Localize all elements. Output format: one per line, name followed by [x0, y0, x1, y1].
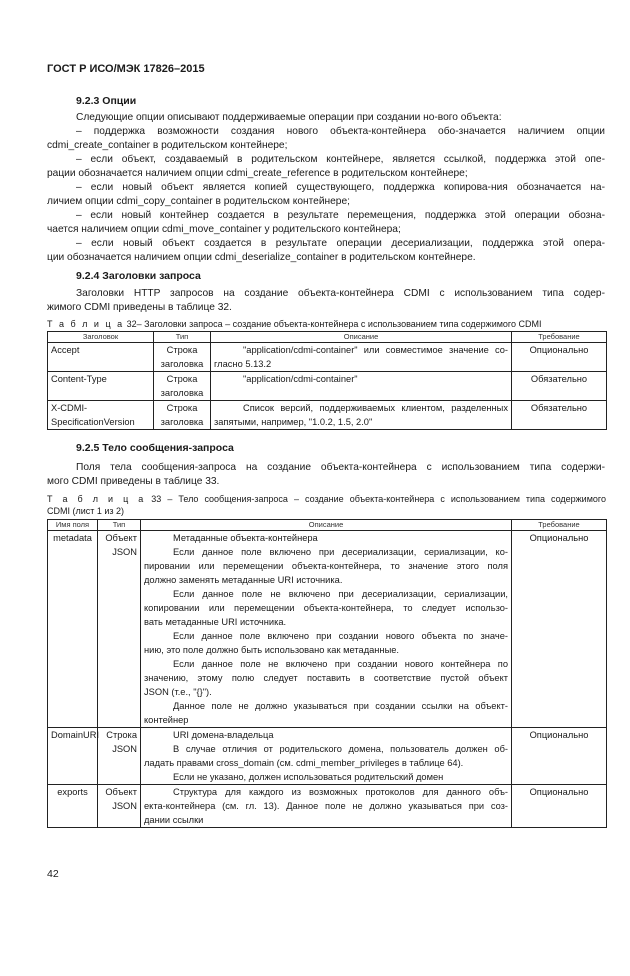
text-line: пировании или перемещении объекта-контейнера, то значение этого поля	[144, 561, 508, 571]
section-heading-options: 9.2.3 Опции	[76, 95, 137, 107]
text-line: JSON	[112, 744, 137, 754]
text-line: екта-контейнера (см. гл. 13). Данное поле не должно указываться при соз-	[144, 801, 508, 811]
table-row	[48, 531, 607, 728]
description-cell	[141, 785, 512, 828]
text-line: – поддержка возможности создания нового объекта-контейнера обо-значается наличием опции	[76, 126, 605, 137]
text-line: ции обозначается наличием опции cdmi_deserialize_container в родительском контейнере.	[47, 252, 476, 263]
text-line: Данное поле не должно указываться при создании ссылки на объект-	[173, 701, 508, 711]
document-header: ГОСТ Р ИСО/МЭК 17826–2015	[47, 63, 205, 75]
text-line: Если данное поле не включено при создании нового контейнера по	[173, 659, 508, 669]
text-line: "application/cdmi-container" или совместимое значение со-	[243, 345, 508, 355]
description-paragraph	[144, 728, 508, 742]
text-line: заголовка	[160, 417, 204, 427]
text-line: рации обозначается наличием опции cdmi_create_reference в родительском контейнере;	[47, 168, 468, 179]
text-line: копировании или перемещении объекта-контейнера, то следует использо-	[144, 603, 508, 613]
description-cell	[141, 531, 512, 728]
text-line: Список версий, поддерживаемых клиентом, разделенных	[243, 403, 508, 413]
text-line: JSON	[112, 547, 137, 557]
text-line: – если новый объект является копией существующего, поддержка копирова-ния обозначается на-	[76, 182, 605, 193]
table-header-row	[48, 332, 607, 343]
text-line: X-CDMI-	[51, 403, 88, 413]
text-line: cdmi_create_container в родительском контейнере;	[47, 140, 288, 151]
document-page	[0, 63, 606, 911]
table-caption-text: 33 – Тело сообщения-запроса – создание объекта-контейнера с использованием типа содержимого	[151, 494, 606, 504]
requirement-cell: Опционально	[512, 343, 607, 372]
table-caption-prefix: Т а б л и ц а	[47, 494, 146, 504]
description-cell	[211, 343, 512, 372]
description-paragraph	[144, 587, 508, 629]
text-line: должно заменять метаданные URI источника.	[144, 575, 343, 585]
request-body-paragraph	[47, 461, 605, 489]
list-item	[47, 237, 605, 265]
type-cell	[98, 785, 141, 828]
text-line: контейнер	[144, 715, 189, 725]
table-row	[48, 785, 607, 828]
text-line: гласно 5.13.2	[214, 359, 272, 369]
requirement-cell: Обязательно	[512, 401, 607, 430]
type-cell	[154, 372, 211, 401]
text-line: Заголовки HTTP запросов на создание объекта-контейнера CDMI с использованием типа содер-	[76, 288, 605, 299]
text-line: жимого CDMI приведены в таблице 32.	[47, 302, 232, 313]
text-line: JSON (т.е., "{}").	[144, 687, 212, 697]
text-line: SpecificationVersion	[51, 417, 135, 427]
type-cell	[98, 728, 141, 785]
text-line: Поля тела сообщения-запроса на создание объекта-контейнера с использованием типа содержи-	[76, 462, 605, 473]
text-line: Строка	[166, 403, 198, 413]
text-line: "application/cdmi-container"	[243, 374, 358, 384]
column-header: Требование	[512, 520, 607, 531]
description-paragraph	[144, 657, 508, 699]
description-cell	[211, 401, 512, 430]
type-cell	[154, 401, 211, 430]
section-heading-request-headers: 9.2.4 Заголовки запроса	[76, 270, 201, 282]
text-line: – если новый контейнер создается в результате перемещения, поддержка этой операции обозна-	[76, 210, 605, 221]
list-item	[47, 153, 605, 181]
text-line: Следующие опции описывают поддерживаемые операции при создании но-вого объекта:	[76, 112, 502, 123]
text-line: чается наличием опции cdmi_move_container у родительского контейнера;	[47, 224, 401, 235]
text-line: Если не указано, должен использоваться родительский домен	[173, 772, 444, 782]
type-cell	[154, 343, 211, 372]
column-header: Имя поля	[48, 520, 98, 531]
column-header: Тип	[98, 520, 141, 531]
text-line: запятыми, например, "1.0.2, 1.5, 2.0"	[214, 417, 373, 427]
description-paragraph	[144, 742, 508, 770]
table-caption-prefix: Т а б л и ц а	[47, 319, 125, 329]
text-line: Строка	[166, 345, 198, 355]
description-paragraph	[144, 699, 508, 727]
text-line: нию, это поле должно быть использовано как метаданные.	[144, 645, 400, 655]
field-name-cell	[48, 401, 154, 430]
table-row	[48, 728, 607, 785]
text-line: Строка	[106, 730, 137, 740]
column-header: Требование	[512, 332, 607, 343]
text-line: заголовка	[160, 359, 204, 369]
table-33-caption	[47, 493, 606, 517]
text-line: В случае отличия от родительского домена, пользователь должен об-	[173, 744, 508, 754]
requirement-cell: Обязательно	[512, 372, 607, 401]
table-32-request-headers	[47, 331, 607, 430]
table-row	[48, 343, 607, 372]
description-paragraph	[144, 770, 508, 784]
type-cell	[98, 531, 141, 728]
requirement-cell: Опционально	[512, 531, 607, 728]
description-paragraph	[144, 785, 508, 827]
table-caption-text: 32– Заголовки запроса – создание объекта-контейнера с использованием типа содержимого CDMI	[126, 319, 542, 329]
page-number: 42	[47, 868, 59, 880]
text-line: дании ссылки	[144, 815, 204, 825]
options-text	[47, 111, 605, 265]
description-cell	[211, 372, 512, 401]
text-line: Если данное поле включено при создании нового объекта по значе-	[173, 631, 508, 641]
list-item	[47, 125, 605, 153]
text-line: Структура для каждого из возможных протоколов для данного объ-	[173, 787, 508, 797]
table-caption-text: CDMI (лист 1 из 2)	[47, 506, 125, 516]
caption-line	[47, 493, 606, 505]
requirement-cell: Опционально	[512, 785, 607, 828]
text-line: вать метаданные URI источника.	[144, 617, 287, 627]
text-line: ладать правами cross_domain (см. cdmi_member_privileges в таблице 64).	[144, 758, 464, 768]
requirement-cell: Опционально	[512, 728, 607, 785]
text-line: Строка	[166, 374, 198, 384]
text-line: мого CDMI приведены в таблице 33.	[47, 476, 220, 487]
table-header-row	[48, 520, 607, 531]
text-line: значению, этому полю следует поставить в соответствие пустой объект	[144, 673, 508, 683]
text-line: заголовка	[160, 388, 204, 398]
description-cell	[141, 728, 512, 785]
list-item	[47, 209, 605, 237]
request-headers-paragraph	[47, 287, 605, 315]
column-header: Описание	[141, 520, 512, 531]
column-header: Тип	[154, 332, 211, 343]
text-line: URI домена-владельца	[173, 730, 274, 740]
table-row	[48, 401, 607, 430]
column-header: Описание	[211, 332, 512, 343]
description-paragraph	[144, 629, 508, 657]
description-paragraph	[144, 545, 508, 587]
text-line: Content-Type	[51, 374, 107, 384]
field-name-cell: exports	[48, 785, 98, 828]
text-line: личием опции cdmi_copy_container в родительском контейнере;	[47, 196, 350, 207]
text-line: JSON	[112, 801, 137, 811]
text-line: Объект	[105, 787, 137, 797]
column-header: Заголовок	[48, 332, 154, 343]
description-paragraph	[144, 531, 508, 545]
text-line: – если новый объект создается в результате операции десериализации, поддержка этой опера-	[76, 238, 605, 249]
text-line: – если объект, создаваемый в родительском контейнере, является ссылкой, поддержка этой опе-	[76, 154, 605, 165]
table-33-request-body	[47, 519, 607, 828]
field-name-cell: metadata	[48, 531, 98, 728]
field-name-cell	[48, 372, 154, 401]
text-line: Метаданные объекта-контейнера	[173, 533, 318, 543]
text-line: Если данное поле не включено при десериализации, сериализации,	[173, 589, 508, 599]
list-item	[47, 181, 605, 209]
text-line: Объект	[105, 533, 137, 543]
text-line: Accept	[51, 345, 80, 355]
table-row	[48, 372, 607, 401]
section-heading-request-body: 9.2.5 Тело сообщения-запроса	[76, 442, 234, 454]
field-name-cell: DomainURI	[48, 728, 98, 785]
intro-paragraph	[47, 111, 605, 125]
text-line: Если данное поле включено при десериализации, сериализации, ко-	[173, 547, 508, 557]
field-name-cell	[48, 343, 154, 372]
table-32-caption	[47, 319, 606, 330]
